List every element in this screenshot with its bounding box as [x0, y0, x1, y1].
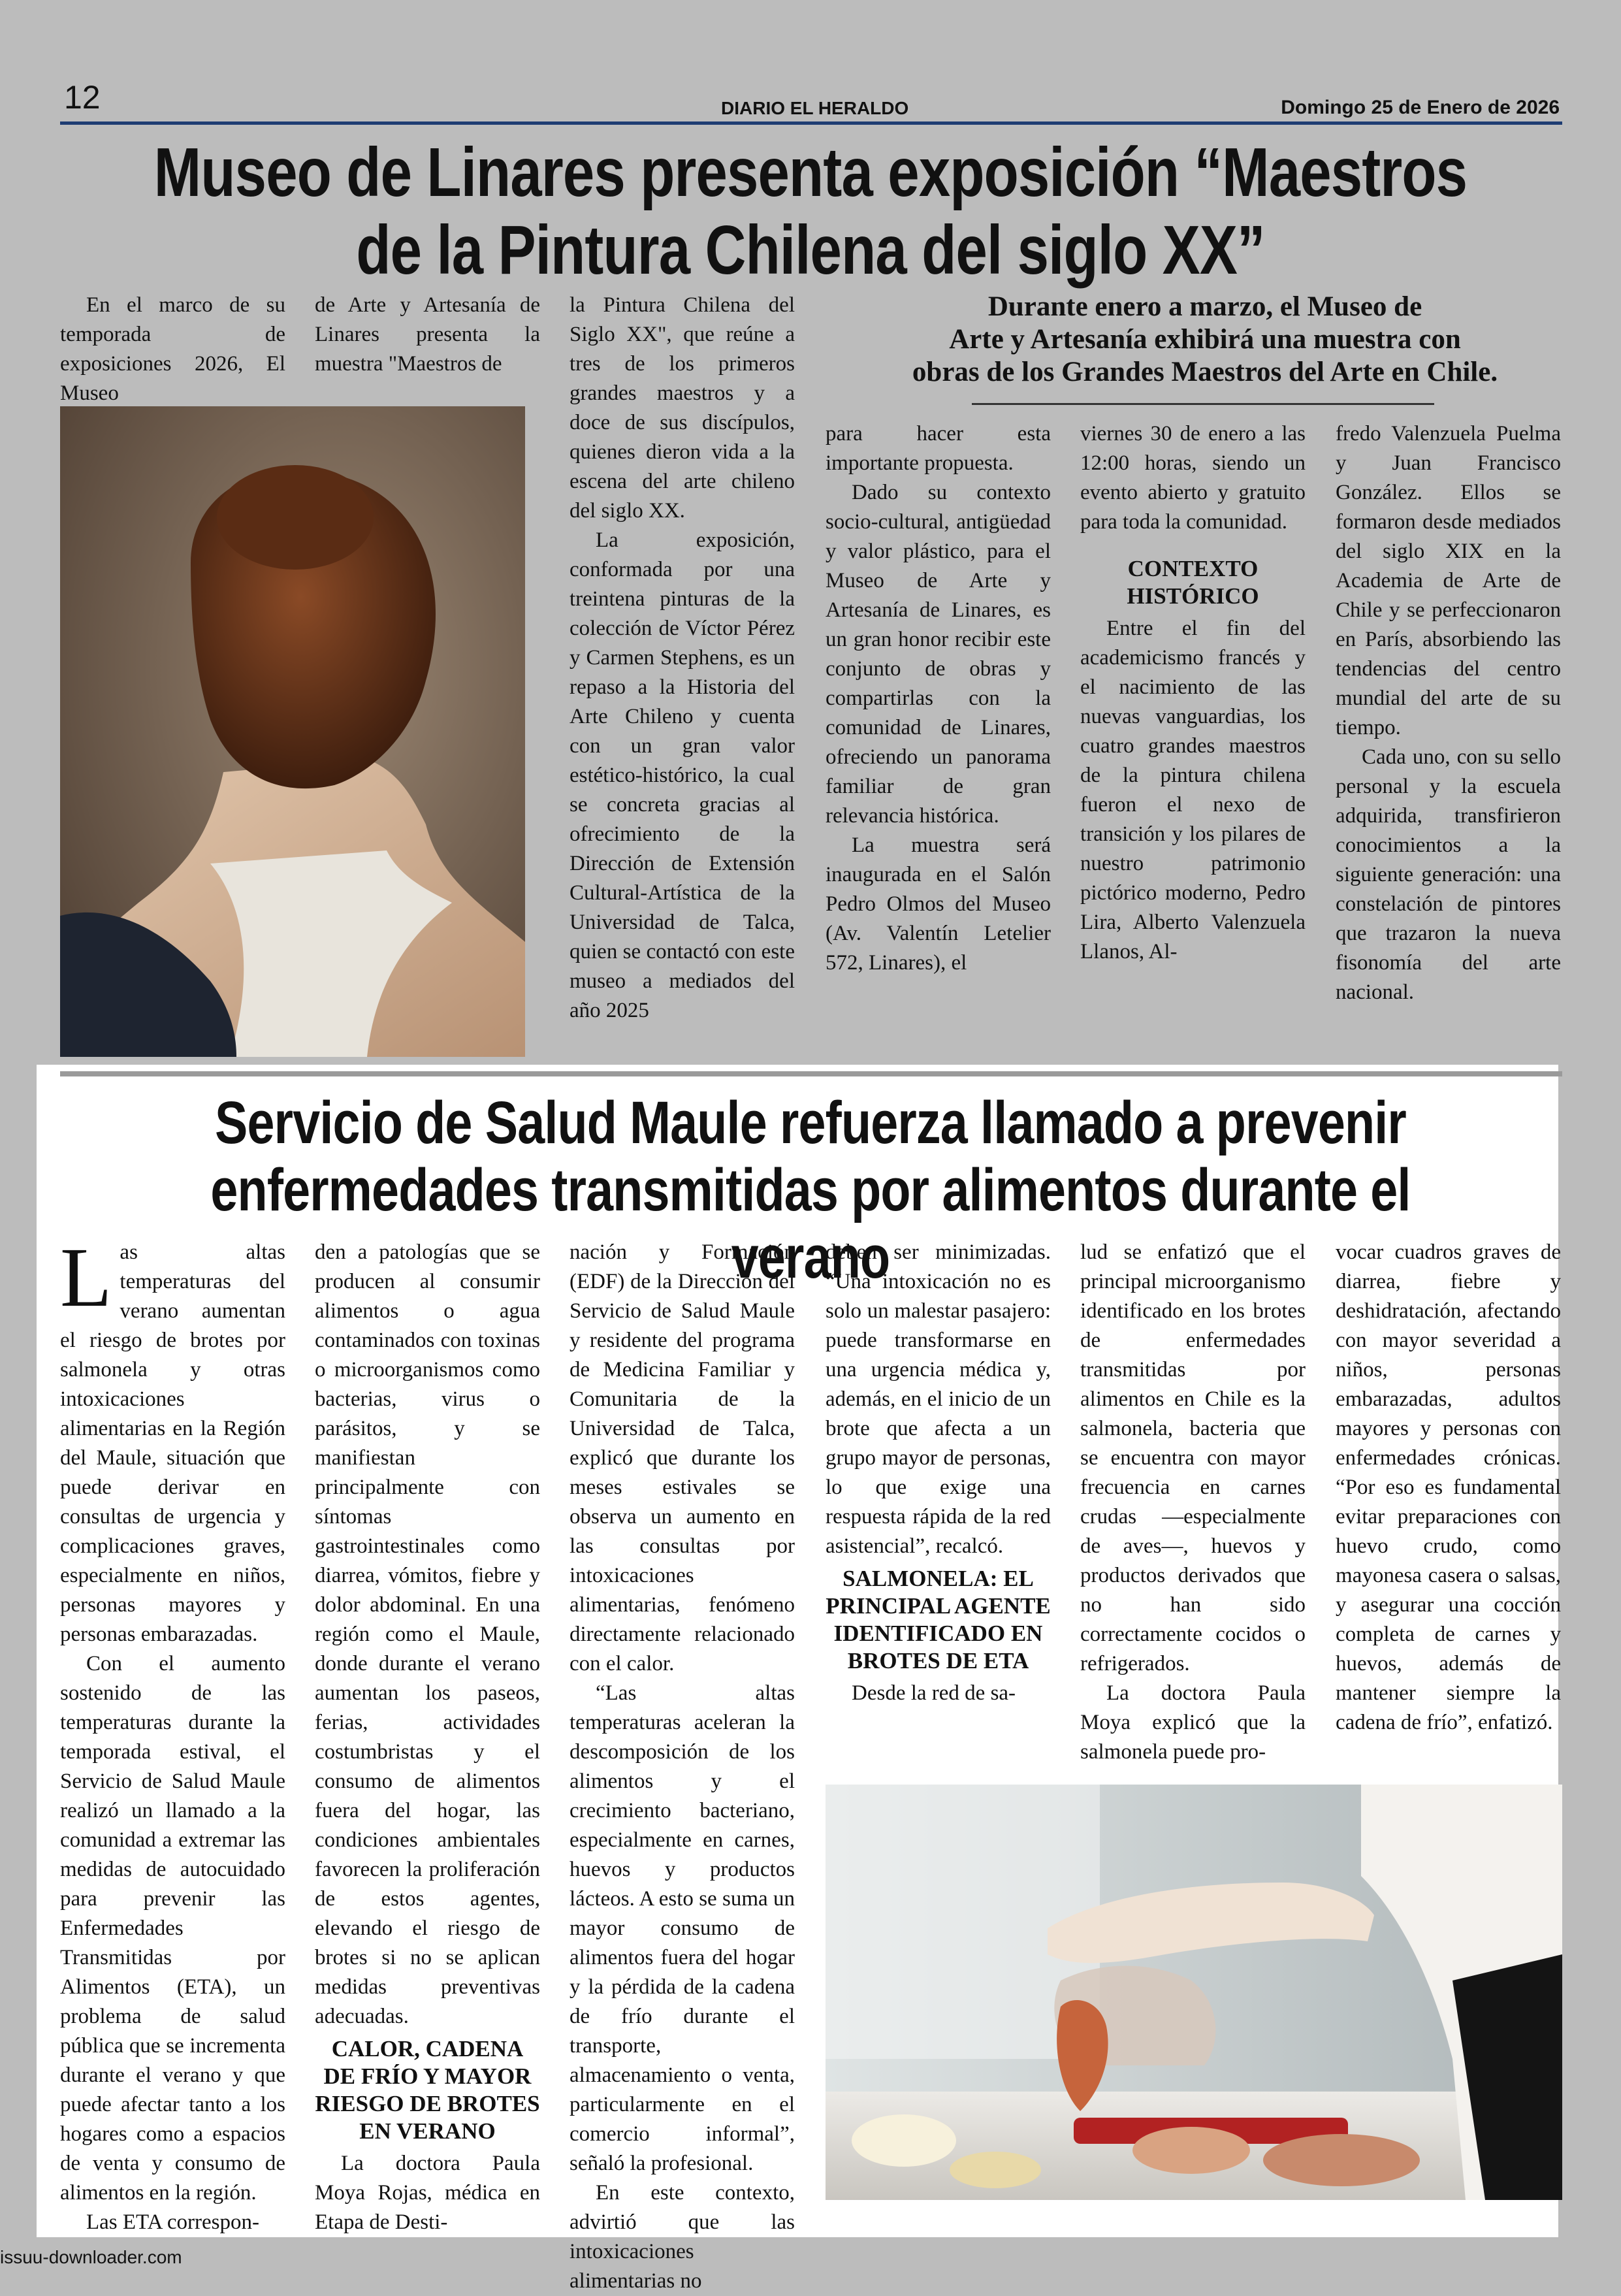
article1-headline-line2: de la Pintura Chilena del siglo XX” [356, 211, 1265, 289]
drop-cap: L [60, 1231, 112, 1325]
article1-col6-paragraph2: Cada uno, con su sello personal y la escuela adquirida, transfirieron conocimientos a la siguiente generación: una constelación de pintores que trazaron la nueva fisonomía del arte nacional. [1336, 745, 1561, 1004]
page-number: 12 [64, 79, 101, 116]
article2-top-rule [60, 1071, 1562, 1076]
article2-col1-paragraph2: Con el aumento sostenido de las temperaturas durante la temporada estival, el Servicio de Salud Maule realizó un llamado a la comunidad a extremar las medidas de autocuidado para prevenir las Enfermedades Transmitidas por Alimentos (ETA), un problema de salud pública que se incrementa durante el verano y que puede afectar tanto a los hogares como a espacios de venta y consumo de alimentos en la región. [60, 1652, 285, 2205]
article2-col2-paragraph2: La doctora Paula Moya Rojas, médica en Etapa de Desti- [315, 2152, 540, 2234]
article2-headline-line2: enfermedades transmitidas por alimentos durante el verano [210, 1157, 1411, 1291]
article1-dek-line1: Durante enero a marzo, el Museo de [987, 291, 1422, 322]
article2-col6-paragraph1: vocar cuadros graves de diarrea, fiebre y deshidratación, afectando con mayor severidad a niños, personas embarazadas, adultos mayores y personas con enfermedades crónicas. “Por eso es fundamental evitar preparaciones con huevo crudo, como mayonesa casera o salsas, y asegurar una cocción completa de carnes y huevos, además de mantener siempre la cadena de frío”, enfatizó. [1336, 1240, 1561, 1734]
issue-date: Domingo 25 de Enero de 2026 [1281, 97, 1560, 118]
article1-col3 [570, 291, 795, 1026]
article2-col5-paragraph1: lud se enfatizó que el principal microorganismo identificado en los brotes de enfermedades transmitidas por alimentos en Chile es la salmonela, bacteria que se encuentra con mayor frecuencia en carnes crudas —especialmente de aves—, huevos y productos derivados que no han sido correctamente cocidos o refrigerados. [1080, 1240, 1306, 1675]
woman-portrait-painting [60, 406, 525, 1057]
article1-col4-paragraph3: La muestra será inaugurada en el Salón Pedro Olmos del Museo (Av. Valentín Letelier 572, Linares), el [826, 833, 1051, 975]
article2-col1 [60, 1231, 285, 2237]
article1-col2 [315, 291, 540, 379]
kitchen-hands-photo [826, 1785, 1562, 2200]
article1-col5-paragraph1: viernes 30 de enero a las 12:00 horas, siendo un evento abierto y gratuito para toda la comunidad. [1080, 422, 1306, 534]
article1-col3-paragraph2: La exposición, conformada por una treintena pinturas de la colección de Víctor Pérez y Carmen Stephens, es un repaso a la Historia del Arte Chileno y cuenta con un gran valor estético-histórico, la cual se concreta gracias al ofrecimiento de la Dirección de Extensión Cultural-Artística de la Universidad de Talca, quien se contactó con este museo a mediados del año 2025 [570, 528, 795, 1022]
article1-col6 [1336, 419, 1561, 1007]
article2-col1-paragraph3: Las ETA correspon- [86, 2210, 259, 2234]
article1-col4 [826, 419, 1051, 978]
article2-col4-paragraph2: Desde la red de sa- [852, 1681, 1016, 1705]
header-rule [60, 121, 1562, 125]
article1-col4-paragraph2: Dado su contexto socio-cultural, antigüedad y valor plástico, para el Museo de Arte y Artesanía de Linares, es un gran honor recibir este conjunto de obras y compartirlas con la comunidad de Linares, ofreciendo un panorama familiar de gran relevancia histórica. [826, 481, 1051, 828]
article2-col2 [315, 1238, 540, 2237]
article2-col3 [570, 1238, 795, 2296]
article1-col1-paragraph: En el marco de su temporada de exposiciones 2026, El Museo [60, 293, 285, 405]
article2-col2-paragraph1: den a patologías que se producen al consumir alimentos o agua contaminados con toxinas o microorganismos como bacterias, virus o parásitos, y se manifiestan principalmente con síntomas gastrointestinales como diarrea, vómitos, fiebre y dolor abdominal. En una región como el Maule, donde durante el verano aumentan los paseos, ferias, actividades costumbristas y el consumo de alimentos fuera del hogar, las condiciones ambientales favorecen la proliferación de estos agentes, elevando el riesgo de brotes si no se aplican medidas preventivas adecuadas. [315, 1240, 540, 2028]
article2-col3-paragraph1: nación y Formación (EDF) de la Dirección del Servicio de Salud Maule y residente del programa de Medicina Familiar y Comunitaria de la Universidad de Talca, explicó que durante los meses estivales se observa un aumento en las consultas por intoxicaciones alimentarias, fenómeno directamente relacionado con el calor. [570, 1240, 795, 1675]
article1-col4-paragraph1: para hacer esta importante propuesta. [826, 422, 1051, 475]
subheading-salmonela: SALMONELA: EL PRINCIPAL AGENTE IDENTIFICADO EN BROTES DE ETA [826, 1566, 1051, 1673]
dek-rule [972, 403, 1434, 405]
article2-col5-paragraph2: La doctora Paula Moya explicó que la salmonela puede pro- [1080, 1681, 1306, 1764]
article2-col6 [1336, 1238, 1561, 1738]
subheading-contexto-historico: CONTEXTO HISTÓRICO [1127, 556, 1259, 609]
article1-dek-line3: obras de los Grandes Maestros del Arte en Chile. [912, 357, 1498, 387]
article1-dek [843, 291, 1567, 389]
food-preparation-photo [826, 1785, 1562, 2200]
article2-col1-paragraph1: as altas temperaturas del verano aumentan el riesgo de brotes por salmonela y otras intoxicaciones alimentarias en la Región del Maule, situación que puede derivar en consultas de urgencia y complicaciones graves, especialmente en niños, personas mayores y personas embarazadas. [60, 1240, 285, 1646]
article1-headline-line1: Museo de Linares presenta exposición “Maestros [153, 134, 1468, 211]
subheading-calor: CALOR, CADENA DE FRÍO Y MAYOR RIESGO DE BROTES EN VERANO [315, 2036, 540, 2144]
article1-col2-paragraph: de Arte y Artesanía de Linares presenta la muestra "Maestros de [315, 293, 540, 376]
article1-headline [146, 134, 1475, 289]
article2-col3-paragraph2: “Las altas temperaturas aceleran la descomposición de los alimentos y el crecimiento bacteriano, especialmente en carnes, huevos y productos lácteos. A esto se suma un mayor consumo de alimentos fuera del hogar y la pérdida de la cadena de frío durante el transporte, almacenamiento o venta, particularmente en el comercio informal”, señaló la profesional. [570, 1681, 795, 2175]
article2-col4 [826, 1238, 1051, 1708]
article1-dek-line2: Arte y Artesanía exhibirá una muestra con [949, 324, 1461, 355]
article1-col6-paragraph1: fredo Valenzuela Puelma y Juan Francisco González. Ellos se formaron desde mediados del siglo XIX en la Academia de Arte de Chile y se perfeccionaron en París, absorbiendo las tendencias del centro mundial del arte de su tiempo. [1336, 422, 1561, 739]
painting-image [60, 406, 525, 1057]
article2-col3-paragraph3: En este contexto, advirtió que las intoxicaciones alimentarias no [570, 2181, 795, 2293]
article2-col5 [1080, 1238, 1306, 1767]
article2-headline-line1: Servicio de Salud Maule refuerza llamado a prevenir [215, 1090, 1406, 1156]
article2-col4-paragraph1: deben ser minimizadas. “Una intoxicación no es solo un malestar pasajero: puede transformarse en una urgencia médica y, además, en el inicio de un brote que afecta a un grupo mayor de personas, lo que exige una respuesta rápida de la red asistencial”, recalcó. [826, 1240, 1051, 1558]
article1-col3-paragraph1: la Pintura Chilena del Siglo XX", que reúne a tres de los primeros grandes maestros y a doce de sus discípulos, quienes dieron vida a la escena del arte chileno del siglo XX. [570, 293, 795, 523]
watermark: issuu-downloader.com [0, 2247, 182, 2267]
article1-col5-paragraph2: Entre el fin del academicismo francés y el nacimiento de las nuevas vanguardias, los cuatro grandes maestros de la pintura chilena fueron el nexo de transición y los pilares de nuestro patrimonio pictórico moderno, Pedro Lira, Alberto Valenzuela Llanos, Al- [1080, 617, 1306, 963]
article1-col5 [1080, 419, 1306, 967]
newspaper-name: DIARIO EL HERALDO [721, 98, 909, 118]
article1-col1 [60, 291, 285, 408]
